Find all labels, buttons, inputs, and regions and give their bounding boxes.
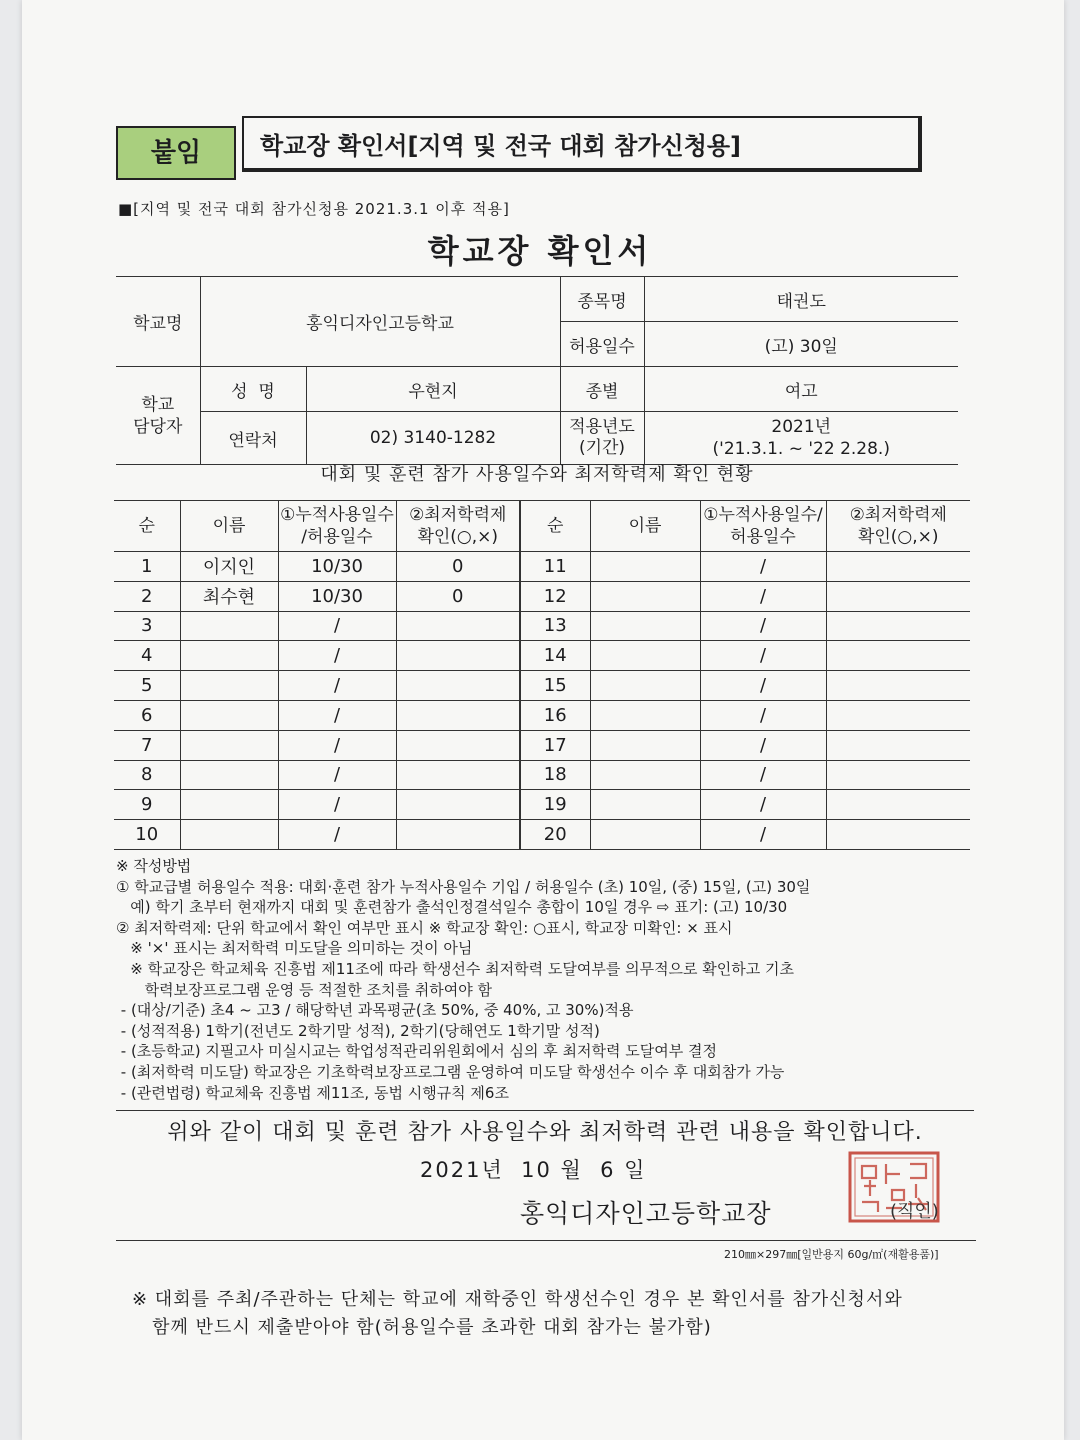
student-name [180, 641, 278, 671]
row-number: 20 [520, 820, 590, 850]
table-row [114, 790, 970, 820]
paper-spec: 210㎜×297㎜[일반용지 60g/㎡(재활용품)] [724, 1248, 939, 1261]
row-number: 11 [520, 552, 590, 582]
used-days: / [700, 641, 826, 671]
sport-label: 종목명 [560, 277, 644, 322]
instruction-line: - (성적적용) 1학기(전년도 2학기말 성적), 2학기(당해연도 1학기말 성적) [116, 1021, 600, 1040]
used-days: / [700, 581, 826, 611]
attachment-badge: 붙임 [116, 126, 236, 180]
table-row [114, 581, 970, 611]
student-name: 최수현 [180, 581, 278, 611]
row-number: 7 [114, 730, 180, 760]
contact-value: 02) 3140-1282 [306, 412, 560, 465]
header-name-right: 이름 [590, 501, 700, 552]
min-academic-check: 0 [396, 552, 520, 582]
table-row [114, 671, 970, 701]
student-name: 이지인 [180, 552, 278, 582]
min-academic-check [396, 790, 520, 820]
instruction-line: 학력보장프로그램 운영 등 적절한 조치를 취하여야 함 [116, 980, 492, 999]
roster-table [114, 500, 970, 850]
min-academic-check [396, 730, 520, 760]
student-name [590, 552, 700, 582]
used-days: / [700, 820, 826, 850]
used-days: / [278, 700, 396, 730]
row-number: 17 [520, 730, 590, 760]
student-name [590, 611, 700, 641]
table-row [114, 552, 970, 582]
row-number: 2 [114, 581, 180, 611]
instruction-line: - (대상/기준) 초4 ~ 고3 / 해당학년 과목평균(초 50%, 중 40%, 고 30%)적용 [116, 1001, 634, 1020]
section-title: 대회 및 훈련 참가 사용일수와 최저학력제 확인 현황 [320, 464, 754, 485]
allowed-days-value: (고) 30일 [644, 322, 958, 367]
used-days: / [700, 730, 826, 760]
instruction-line: 예) 학기 초부터 현재까지 대회 및 훈련참가 출석인정결석일수 총합이 10일 경우 ⇨ 표기: (고) 10/30 [116, 898, 788, 917]
used-days: / [700, 790, 826, 820]
allowed-days-label: 허용일수 [560, 322, 644, 367]
student-name [590, 581, 700, 611]
student-name [590, 641, 700, 671]
row-number: 4 [114, 641, 180, 671]
table-row [114, 611, 970, 641]
header-name: 이름 [180, 501, 278, 552]
writing-instructions [116, 856, 976, 1103]
instruction-line: - (초등학교) 지필고사 미실시교는 학업성적관리위원회에서 심의 후 최저학력 도달여부 결정 [116, 1042, 717, 1061]
student-name [590, 730, 700, 760]
table-row [114, 820, 970, 850]
header-check: ②최저학력제 확인(○,×) [396, 501, 520, 552]
min-academic-check [826, 760, 970, 790]
min-academic-check [826, 611, 970, 641]
student-name [590, 700, 700, 730]
student-name [180, 611, 278, 641]
row-number: 1 [114, 552, 180, 582]
table-row [114, 730, 970, 760]
min-academic-check [396, 820, 520, 850]
student-name [180, 671, 278, 701]
row-number: 13 [520, 611, 590, 641]
instruction-line: ※ '×' 표시는 최저학력 미도달을 의미하는 것이 아님 [116, 939, 473, 958]
row-number: 8 [114, 760, 180, 790]
row-number: 9 [114, 790, 180, 820]
footer-note [132, 1286, 952, 1342]
student-name [180, 820, 278, 850]
header-no-right: 순 [520, 501, 590, 552]
used-days: / [700, 611, 826, 641]
min-academic-check [826, 790, 970, 820]
principal-signature: 홍익디자인고등학교장 [520, 1199, 772, 1228]
instruction-line: ※ 작성방법 [116, 857, 192, 875]
student-name [590, 820, 700, 850]
row-number: 6 [114, 700, 180, 730]
used-days: / [278, 671, 396, 701]
student-name [180, 730, 278, 760]
min-academic-check [826, 581, 970, 611]
instruction-line: - (관련법령) 학교체육 진흥법 제11조, 동법 시행규칙 제6조 [116, 1083, 509, 1102]
min-academic-check [396, 700, 520, 730]
used-days: / [278, 790, 396, 820]
header-check-right: ②최저학력제 확인(○,×) [826, 501, 970, 552]
category-label: 종별 [560, 367, 644, 412]
min-academic-check [826, 820, 970, 850]
instruction-line: ② 최저학력제: 단위 학교에서 확인 여부만 표시 ※ 학교장 확인: ○표시, 학교장 미확인: × 표시 [116, 918, 733, 937]
footer-note-line: ※ 대회를 주최/주관하는 단체는 학교에 재학중인 학생선수인 경우 본 확인서를 참가신청서와 [132, 1289, 903, 1310]
min-academic-check [826, 700, 970, 730]
row-number: 3 [114, 611, 180, 641]
used-days: / [278, 730, 396, 760]
apply-note: ■[지역 및 전국 대회 참가신청용 2021.3.1 이후 적용] [118, 200, 510, 218]
min-academic-check [826, 730, 970, 760]
confirmation-statement: 위와 같이 대회 및 훈련 참가 사용일수와 최저학력 관련 내용을 확인합니다. [116, 1110, 974, 1146]
table-row [114, 700, 970, 730]
row-number: 14 [520, 641, 590, 671]
year-label: 적용년도 (기간) [560, 412, 644, 465]
year-cell [644, 412, 958, 465]
used-days: / [700, 700, 826, 730]
min-academic-check [396, 760, 520, 790]
sport-value: 태권도 [644, 277, 958, 322]
year-value: 2021년 [771, 417, 832, 437]
min-academic-check [396, 641, 520, 671]
used-days: / [278, 641, 396, 671]
student-name [590, 790, 700, 820]
category-value: 여고 [644, 367, 958, 412]
student-name [180, 790, 278, 820]
instruction-line: ※ 학교장은 학교체육 진흥법 제11조에 따라 학생선수 최저학력 도달여부를 의무적으로 확인하고 기초 [116, 959, 795, 978]
used-days: / [278, 760, 396, 790]
student-name [590, 760, 700, 790]
student-name [590, 671, 700, 701]
header-no: 순 [114, 501, 180, 552]
used-days: / [700, 760, 826, 790]
min-academic-check [396, 611, 520, 641]
table-row [114, 641, 970, 671]
header-title: 학교장 확인서[지역 및 전국 대회 참가신청용] [242, 116, 922, 172]
student-name [180, 760, 278, 790]
contact-label: 연락처 [200, 412, 306, 465]
used-days: / [278, 611, 396, 641]
header-days: ①누적사용일수 /허용일수 [278, 501, 396, 552]
instruction-line: ① 학교급별 허용일수 적용: 대회·훈련 참가 누적사용일수 기입 / 허용일수 (초) 10일, (중) 15일, (고) 30일 [116, 877, 811, 896]
issue-date: 2021년 10 월 6 일 [420, 1158, 647, 1182]
row-number: 19 [520, 790, 590, 820]
document-title: 학교장 확인서 [427, 232, 653, 270]
used-days: 10/30 [278, 552, 396, 582]
used-days: / [278, 820, 396, 850]
header-days-right: ①누적사용일수/ 허용일수 [700, 501, 826, 552]
table-row [114, 760, 970, 790]
school-name-value: 홍익디자인고등학교 [200, 277, 560, 367]
instruction-line: - (최저학력 미도달) 학교장은 기초학력보장프로그램 운영하여 미도달 학생선수 이수 후 대회참가 가능 [116, 1062, 785, 1081]
school-name-label: 학교명 [116, 277, 200, 367]
min-academic-check: 0 [396, 581, 520, 611]
seal-mark-label: (직인) [890, 1201, 939, 1222]
row-number: 12 [520, 581, 590, 611]
row-number: 10 [114, 820, 180, 850]
min-academic-check [396, 671, 520, 701]
used-days: / [700, 552, 826, 582]
row-number: 16 [520, 700, 590, 730]
footer-note-line: 함께 반드시 제출받아야 함(허용일수를 초과한 대회 참가는 불가함) [132, 1317, 712, 1338]
row-number: 15 [520, 671, 590, 701]
student-name [180, 700, 278, 730]
period-value: ('21.3.1. ~ '22 2.28.) [712, 439, 890, 459]
row-number: 18 [520, 760, 590, 790]
used-days: 10/30 [278, 581, 396, 611]
used-days: / [700, 671, 826, 701]
divider-line [116, 1240, 976, 1241]
row-number: 5 [114, 671, 180, 701]
manager-label: 학교 담당자 [116, 367, 200, 465]
min-academic-check [826, 671, 970, 701]
manager-name-label: 성 명 [200, 367, 306, 412]
school-info-table [116, 276, 958, 465]
manager-name-value: 우현지 [306, 367, 560, 412]
min-academic-check [826, 641, 970, 671]
min-academic-check [826, 552, 970, 582]
